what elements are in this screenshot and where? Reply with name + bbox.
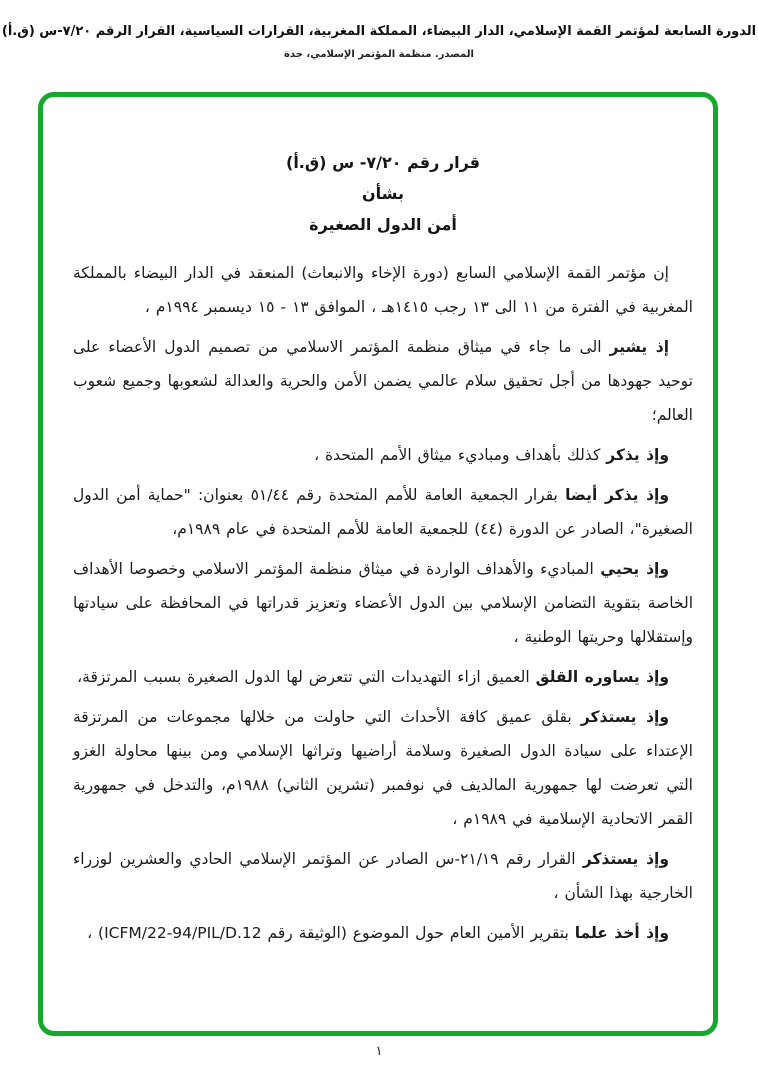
paragraph-lead: وإذ أخذ علما [574,924,669,942]
resolution-paragraph [73,842,693,910]
resolution-regarding: بشأن [362,184,404,203]
paragraph-text: بتقرير الأمين العام حول الموضوع (الوثيقة رقم ICFM/22-94/PIL/D.12) ، [87,924,569,942]
paragraph-lead: وإذ يحيي [600,560,669,578]
header-citation: الدورة السابعة لمؤتمر القمة الإسلامي، الدار البيضاء، المملكة المغربية، القرارات السياسية، القرار الرقم ٧/٢٠-س (ق.أ) [1,24,757,39]
resolution-paragraph [73,256,693,324]
resolution-paragraph [73,660,693,694]
document-header [0,24,758,60]
resolution-body [73,256,693,950]
paragraph-text: المباديء والأهداف الواردة في ميثاق منظمة المؤتمر الاسلامي وخصوصا الأهداف الخاصة بتقوية التضامن الإسلامي بين الدول الأعضاء وتعزيز قدراتها في المحافظة على سيادتها وإستقلالها وحريتها الوطنية ، [73,560,693,646]
paragraph-text: كذلك بأهداف ومباديء ميثاق الأمم المتحدة ، [314,446,601,464]
resolution-number-title: قرار رقم ٧/٢٠- س (ق.أ) [286,153,480,172]
page-number: ١ [375,1044,383,1059]
header-source: المصدر. منظمة المؤتمر الإسلامي، جدة [284,49,474,60]
resolution-paragraph [73,330,693,432]
resolution-paragraph [73,552,693,654]
paragraph-lead: إذ يشير [609,338,670,356]
resolution-title-block [73,147,693,240]
paragraph-lead: وإذ يذكر أيضا [565,486,670,504]
paragraph-lead: وإذ يستذكر [582,850,669,868]
resolution-paragraph [73,916,693,950]
paragraph-text: بقرار الجمعية العامة للأمم المتحدة رقم ٥١/٤٤ بعنوان: "حماية أمن الدول الصغيرة"، الصادر عن الدورة (٤٤) للجمعية العامة للأمم المتحدة في عام ١٩٨٩م، [73,486,693,538]
paragraph-lead: وإذ يذكر [606,446,669,464]
resolution-paragraph [73,478,693,546]
resolution-subject: أمن الدول الصغيرة [309,215,457,234]
document-border-box [38,92,718,1036]
resolution-paragraph [73,438,693,472]
paragraph-text: القرار رقم ٢١/١٩-س الصادر عن المؤتمر الإسلامي الحادي والعشرين لوزراء الخارجية بهذا الشأن ، [73,850,693,902]
paragraph-text: العميق ازاء التهديدات التي تتعرض لها الدول الصغيرة بسبب المرتزقة، [77,668,530,686]
paragraph-lead: وإذ يستذكر [580,708,670,726]
paragraph-text: إن مؤتمر القمة الإسلامي السابع (دورة الإخاء والانبعاث) المنعقد في الدار البيضاء بالمملكة المغربية في الفترة من ١١ الى ١٣ رجب ١٤١٥هـ ، الموافق ١٣ - ١٥ ديسمبر ١٩٩٤م ، [73,264,693,316]
paragraph-text: بقلق عميق كافة الأحداث التي حاولت من خلالها مجموعات من المرتزقة الإعتداء على سيادة الدول الصغيرة وسلامة أراضيها وتراثها الإسلامي ومن بينها محاولة الغزو التي تعرضت لها جمهورية المالديف في نوفمبر (تشرين الثاني) ١٩٨٨م، والتدخل في جمهورية القمر الاتحادية الإسلامية في ١٩٨٩م ، [73,708,693,828]
paragraph-text: الى ما جاء في ميثاق منظمة المؤتمر الاسلامي من تصميم الدول الأعضاء على توحيد جهودها من أجل تحقيق سلام عالمي يضمن الأمن والحرية والعدالة لشعوبها وجميع شعوب العالم؛ [73,338,693,424]
paragraph-lead: وإذ يساوره القلق [535,668,669,686]
resolution-paragraph [73,700,693,836]
